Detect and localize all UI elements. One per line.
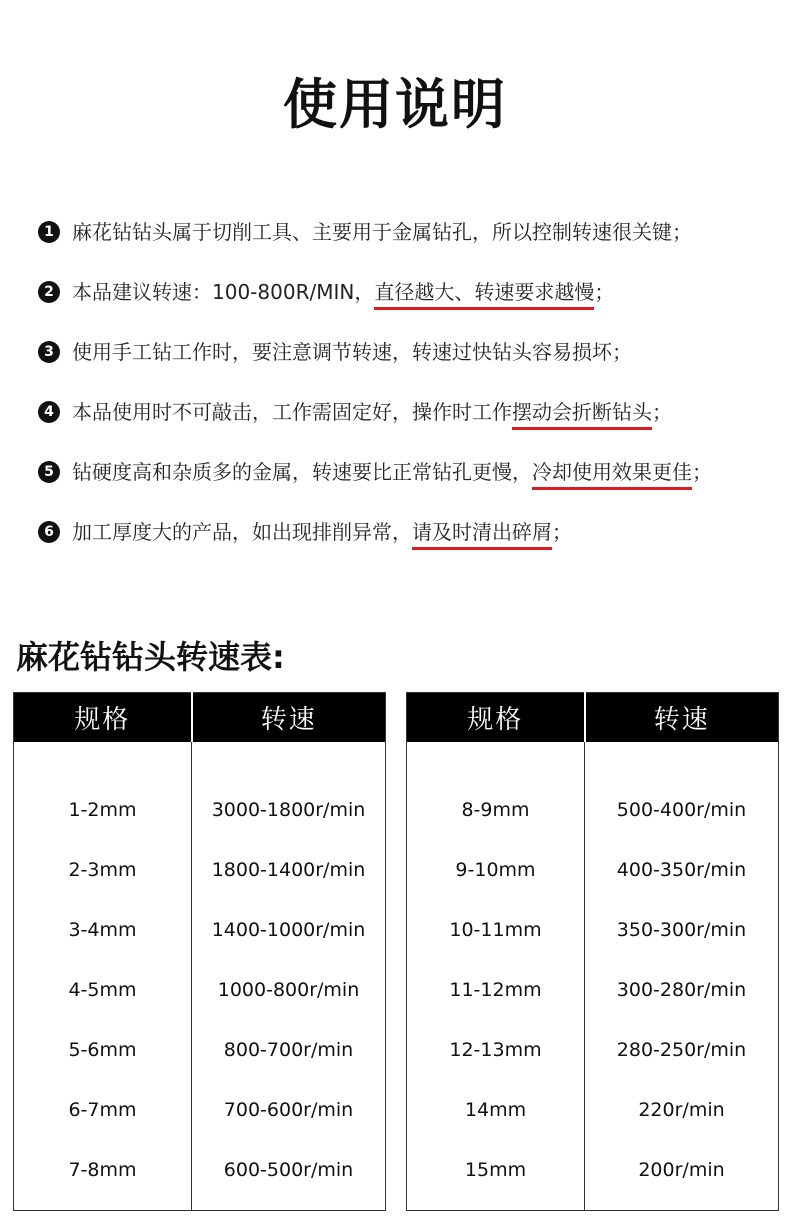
instruction-plain: 麻花钻钻头属于切削工具、主要用于金属钻孔，所以控制转速很关键； [72, 220, 692, 244]
speed-cell: 300-280r/min [616, 978, 747, 1001]
speed-cell: 1800-1400r/min [211, 858, 366, 881]
number-badge-icon: 1 [38, 221, 60, 243]
spec-cell: 10-11mm [407, 900, 585, 960]
speed-cell: 400-350r/min [616, 858, 747, 881]
speed-cell: 1400-1000r/min [211, 918, 366, 941]
spacer-cell [407, 1200, 585, 1211]
number-badge-icon: 5 [38, 461, 60, 483]
instruction-tail: ； [552, 520, 572, 544]
instruction-highlight: 摆动会折断钻头 [512, 400, 652, 430]
table-row [407, 960, 779, 1020]
table-row [14, 1020, 386, 1080]
instruction-item-1 [38, 212, 778, 272]
page-title: 使用说明 [283, 73, 507, 136]
spec-cell: 12-13mm [407, 1020, 585, 1080]
table-row [14, 840, 386, 900]
column-header-speed: 转速 [585, 693, 779, 742]
speed-cell: 800-700r/min [223, 1038, 354, 1061]
spec-cell: 5-6mm [14, 1020, 192, 1080]
spec-cell: 7-8mm [14, 1140, 192, 1200]
speed-cell: 600-500r/min [223, 1158, 354, 1181]
table-spacer [407, 1200, 779, 1211]
spec-cell: 9-10mm [407, 840, 585, 900]
spec-cell: 6-7mm [14, 1080, 192, 1140]
number-badge-icon: 3 [38, 341, 60, 363]
instruction-tail: ； [652, 400, 672, 424]
table-spacer [14, 1200, 386, 1211]
speed-cell: 500-400r/min [616, 798, 747, 821]
table-header-row [407, 693, 779, 742]
table-row [407, 900, 779, 960]
instruction-text [72, 212, 692, 252]
table-row [407, 1140, 779, 1200]
table-spacer [14, 742, 386, 780]
spacer-cell [14, 742, 192, 780]
spec-cell: 3-4mm [14, 900, 192, 960]
table-row [14, 900, 386, 960]
speed-cell: 280-250r/min [616, 1038, 747, 1061]
instruction-item-5 [38, 452, 778, 512]
table-row [407, 1080, 779, 1140]
spacer-cell [407, 742, 585, 780]
spacer-cell [585, 1200, 779, 1211]
speed-cell: 200r/min [638, 1158, 725, 1181]
table-row [407, 780, 779, 840]
instruction-list [38, 212, 778, 572]
spec-cell: 4-5mm [14, 960, 192, 1020]
spec-cell: 15mm [407, 1140, 585, 1200]
instruction-tail: ； [692, 460, 712, 484]
column-header-spec: 规格 [407, 693, 585, 742]
column-header-spec: 规格 [14, 693, 192, 742]
table-spacer [407, 742, 779, 780]
number-badge-icon: 2 [38, 281, 60, 303]
column-header-speed: 转速 [192, 693, 386, 742]
table-row [407, 840, 779, 900]
speed-table-heading: 麻花钻钻头转速表: [16, 638, 285, 676]
instruction-plain: 使用手工钻工作时，要注意调节转速，转速过快钻头容易损坏； [72, 340, 632, 364]
instruction-highlight: 冷却使用效果更佳 [532, 460, 692, 490]
speed-cell: 1000-800r/min [217, 978, 360, 1001]
spec-cell: 8-9mm [407, 780, 585, 840]
spacer-cell [585, 742, 779, 780]
speed-cell: 350-300r/min [616, 918, 747, 941]
spec-cell: 14mm [407, 1080, 585, 1140]
speed-table-left [13, 692, 386, 1211]
instruction-item-2 [38, 272, 778, 332]
table-row [407, 1020, 779, 1080]
instruction-tail: ； [594, 280, 615, 304]
table-header-row [14, 693, 386, 742]
number-badge-icon: 6 [38, 521, 60, 543]
instruction-text [72, 272, 614, 312]
table-row [14, 780, 386, 840]
instruction-item-3 [38, 332, 778, 392]
instruction-plain: 本品建议转速：100-800R/MIN， [72, 280, 375, 304]
speed-cell: 3000-1800r/min [211, 798, 366, 821]
spec-cell: 2-3mm [14, 840, 192, 900]
spec-cell: 1-2mm [14, 780, 192, 840]
spacer-cell [192, 1200, 386, 1211]
instruction-text [72, 332, 632, 372]
instruction-plain: 本品使用时不可敲击，工作需固定好，操作时工作 [72, 400, 512, 424]
instruction-highlight: 请及时清出碎屑 [412, 520, 552, 550]
speed-cell: 220r/min [638, 1098, 725, 1121]
instruction-item-6 [38, 512, 778, 572]
speed-cell: 700-600r/min [223, 1098, 354, 1121]
instruction-text [72, 512, 572, 552]
speed-table-right [406, 692, 779, 1211]
table-row [14, 960, 386, 1020]
table-row [14, 1080, 386, 1140]
spacer-cell [192, 742, 386, 780]
instruction-plain: 加工厚度大的产品，如出现排削异常， [72, 520, 412, 544]
instruction-highlight: 直径越大、转速要求越慢 [374, 280, 594, 310]
table-row [14, 1140, 386, 1200]
instruction-text [72, 392, 672, 432]
spec-cell: 11-12mm [407, 960, 585, 1020]
instruction-text [72, 452, 712, 492]
number-badge-icon: 4 [38, 401, 60, 423]
instruction-plain: 钻硬度高和杂质多的金属，转速要比正常钻孔更慢， [72, 460, 532, 484]
instruction-item-4 [38, 392, 778, 452]
spacer-cell [14, 1200, 192, 1211]
